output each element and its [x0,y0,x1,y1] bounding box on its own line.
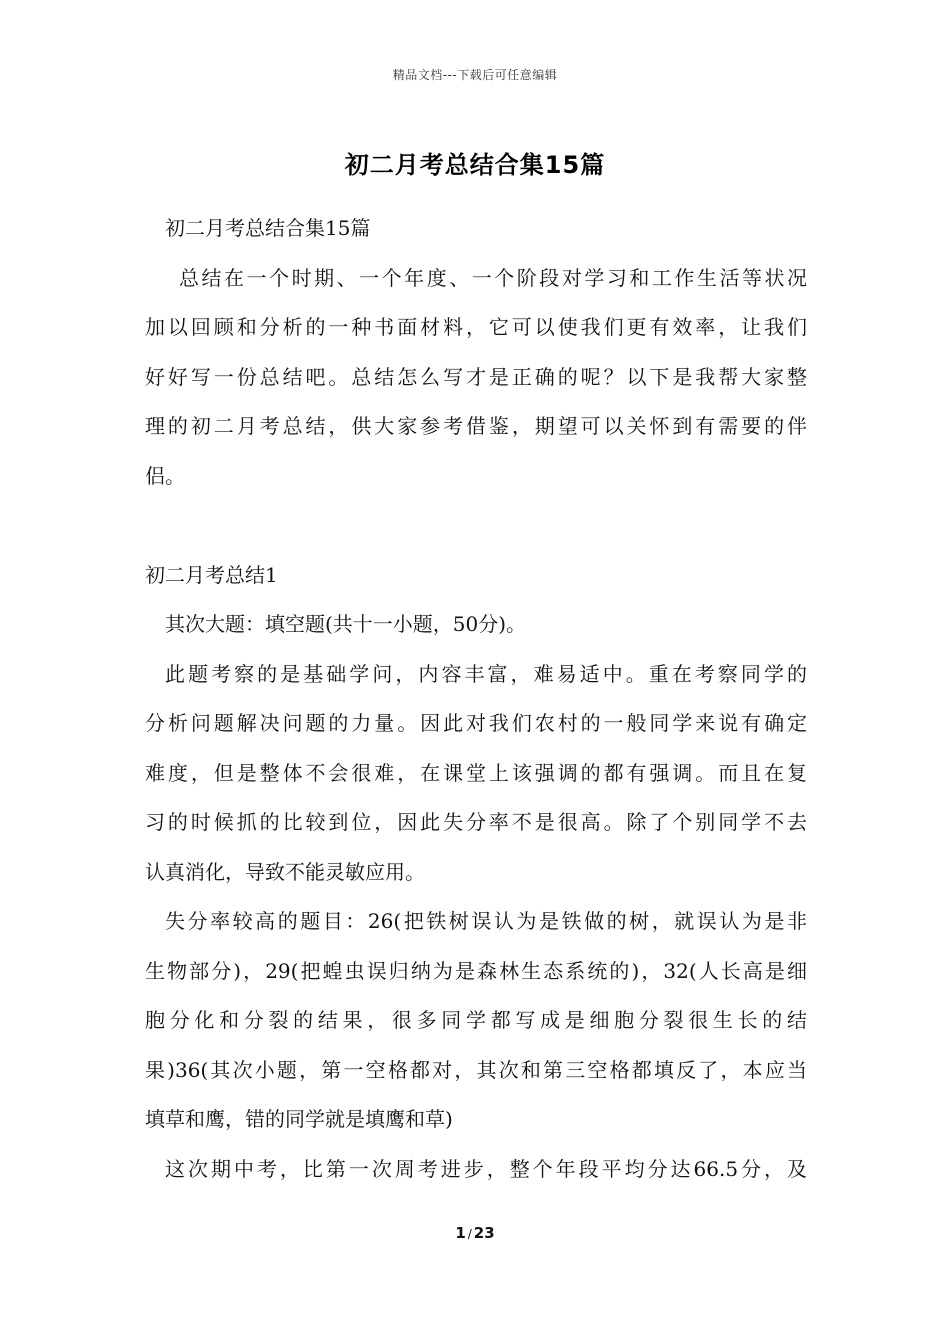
paragraph-line: 难度，但是整体不会很难，在课堂上该强调的都有强调。而且在复 [145,760,807,785]
paragraph-line: 好好写一份总结吧。总结怎么写才是正确的呢？以下是我帮大家整 [145,364,807,389]
paragraph-line: 其次大题：填空题(共十一小题，50分)。 [165,612,527,636]
paragraph-line: 加以回顾和分析的一种书面材料，它可以使我们更有效率，让我们 [145,315,807,339]
paragraph-line: 胞分化和分裂的结果，很多同学都写成是细胞分裂很生长的结 [145,1008,807,1032]
paragraph-line: 果)36(其次小题，第一空格都对，其次和第三空格都填反了，本应当 [145,1057,807,1082]
blank-line [145,501,807,551]
paragraph-line: 这次期中考，比第一次周考进步，整个年段平均分达66.5分，及 [165,1156,807,1181]
subtitle-line: 初二月考总结合集15篇 [165,216,371,240]
paragraph-line: 填草和鹰，错的同学就是填鹰和草) [145,1107,453,1131]
paragraph-line: 分析问题解决问题的力量。因此对我们农村的一般同学来说有确定 [145,711,807,735]
paragraph-line: 失分率较高的题目：26(把铁树误认为是铁做的树，就误认为是非 [165,909,807,933]
page-current: 1 [455,1224,466,1242]
section-heading: 初二月考总结1 [145,562,278,587]
paragraph-line: 认真消化，导致不能灵敏应用。 [145,859,425,884]
paragraph-line: 总结在一个时期、一个年度、一个阶段对学习和工作生活等状况 [179,265,807,290]
page-number [0,1224,950,1242]
document-title: 初二月考总结合集15篇 [344,151,606,179]
paragraph-line: 侣。 [145,463,185,488]
header-note: 精品文档---下载后可任意编辑 [392,68,558,82]
page-total: 23 [473,1224,495,1242]
paragraph-line: 此题考察的是基础学问，内容丰富，难易适中。重在考察同学的 [165,661,807,686]
paragraph-line: 习的时候抓的比较到位，因此失分率不是很高。除了个别同学不去 [145,810,807,834]
paragraph-line: 生物部分)，29(把蝗虫误归纳为是森林生态系统的)，32(人长高是细 [145,958,807,983]
paragraph-line: 理的初二月考总结，供大家参考借鉴，期望可以关怀到有需要的伴 [145,414,807,438]
document-body [145,204,807,1194]
page-separator: / [467,1227,472,1241]
